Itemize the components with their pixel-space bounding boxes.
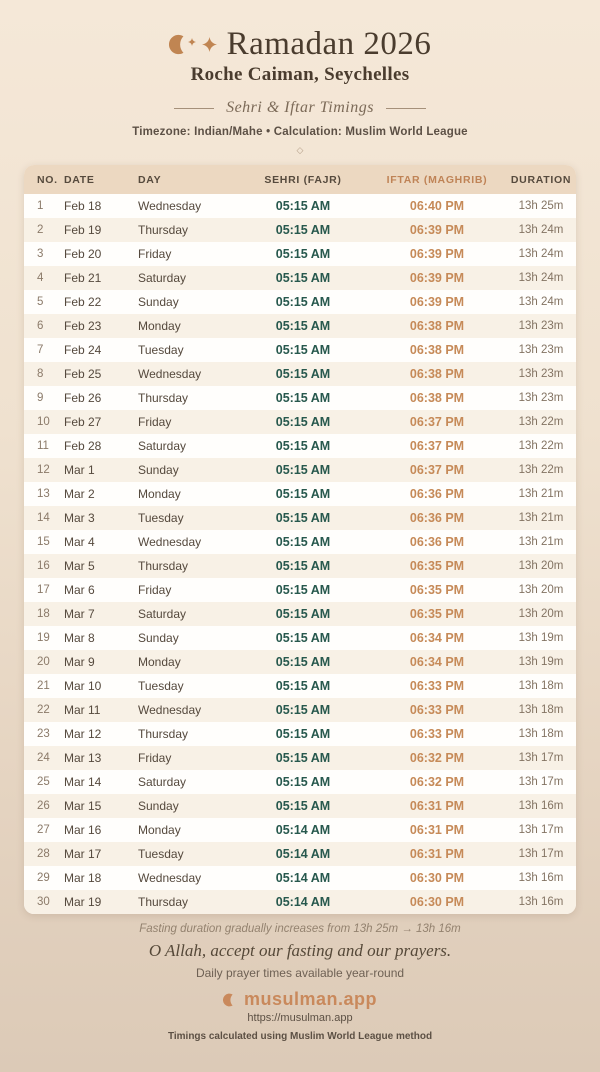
cell-date: Feb 20 (64, 247, 102, 261)
cell-sehri: 05:15 AM (275, 487, 331, 501)
cell-duration: 13h 17m (518, 848, 564, 860)
cell-day: Friday (138, 415, 172, 429)
cell-no: 12 (37, 464, 50, 476)
cell-duration: 13h 20m (518, 584, 564, 596)
sparkle-star-icon (188, 33, 196, 51)
cell-no: 19 (37, 632, 50, 644)
cell-day: Wednesday (138, 871, 202, 885)
table-row (24, 194, 576, 218)
cell-day: Tuesday (138, 847, 184, 861)
cell-duration: 13h 20m (518, 560, 564, 572)
cell-iftar: 06:36 PM (409, 535, 465, 549)
table-row (24, 602, 576, 626)
divider-rule-left (174, 108, 214, 109)
cell-iftar: 06:34 PM (409, 655, 465, 669)
cell-iftar: 06:30 PM (409, 895, 465, 909)
cell-no: 24 (37, 752, 50, 764)
cell-date: Mar 9 (64, 655, 95, 669)
table-row (24, 698, 576, 722)
cell-iftar: 06:39 PM (409, 247, 465, 261)
table-row (24, 722, 576, 746)
cell-sehri: 05:14 AM (275, 847, 331, 861)
cell-date: Mar 3 (64, 511, 95, 525)
cell-iftar: 06:33 PM (409, 727, 465, 741)
table-row (24, 386, 576, 410)
cell-no: 1 (37, 200, 44, 212)
cell-sehri: 05:15 AM (275, 775, 331, 789)
cell-iftar: 06:39 PM (409, 223, 465, 237)
cell-sehri: 05:15 AM (275, 391, 331, 405)
cell-iftar: 06:39 PM (409, 271, 465, 285)
cell-date: Mar 2 (64, 487, 95, 501)
cell-sehri: 05:15 AM (275, 319, 331, 333)
table-row (24, 218, 576, 242)
availability-text: Daily prayer times available year-round (195, 966, 405, 980)
cell-iftar: 06:37 PM (409, 415, 465, 429)
cell-sehri: 05:15 AM (275, 511, 331, 525)
cell-iftar: 06:35 PM (409, 559, 465, 573)
cell-day: Tuesday (138, 679, 184, 693)
cell-duration: 13h 17m (518, 776, 564, 788)
cell-no: 30 (37, 896, 50, 908)
dua-quote: O Allah, accept our fasting and our prayers. (148, 941, 452, 960)
cell-day: Tuesday (138, 511, 184, 525)
cell-date: Mar 5 (64, 559, 95, 573)
cell-date: Feb 19 (64, 223, 102, 237)
cell-iftar: 06:35 PM (409, 583, 465, 597)
cell-duration: 13h 23m (518, 320, 564, 332)
cell-date: Feb 25 (64, 367, 102, 381)
cell-day: Thursday (138, 895, 189, 909)
cell-iftar: 06:37 PM (409, 439, 465, 453)
cell-sehri: 05:14 AM (275, 823, 331, 837)
section-title: Sehri & Iftar Timings (226, 99, 374, 116)
cell-iftar: 06:32 PM (409, 751, 465, 765)
cell-iftar: 06:30 PM (409, 871, 465, 885)
cell-no: 27 (37, 824, 50, 836)
cell-duration: 13h 18m (518, 680, 564, 692)
cell-date: Mar 17 (64, 847, 102, 861)
cell-date: Mar 1 (64, 463, 95, 477)
table-row (24, 242, 576, 266)
cell-day: Monday (138, 487, 181, 501)
cell-date: Feb 26 (64, 391, 102, 405)
timetable-body (24, 194, 576, 914)
cell-date: Feb 22 (64, 295, 102, 309)
cell-sehri: 05:15 AM (275, 199, 331, 213)
cell-sehri: 05:15 AM (275, 559, 331, 573)
cell-no: 15 (37, 536, 50, 548)
cell-day: Thursday (138, 223, 189, 237)
cell-sehri: 05:15 AM (275, 631, 331, 645)
cell-date: Mar 12 (64, 727, 102, 741)
cell-no: 16 (37, 560, 50, 572)
cell-duration: 13h 24m (518, 272, 564, 284)
cell-sehri: 05:15 AM (275, 271, 331, 285)
cell-iftar: 06:31 PM (409, 823, 465, 837)
cell-date: Feb 23 (64, 319, 102, 333)
cell-iftar: 06:40 PM (409, 199, 465, 213)
cell-date: Feb 27 (64, 415, 102, 429)
cell-duration: 13h 22m (518, 416, 564, 428)
section-divider (0, 99, 600, 117)
column-header-no: NO. (37, 173, 58, 186)
table-row (24, 338, 576, 362)
cell-iftar: 06:31 PM (409, 799, 465, 813)
column-header-duration: DURATION (510, 173, 572, 186)
cell-day: Thursday (138, 727, 189, 741)
cell-day: Wednesday (138, 367, 202, 381)
cell-sehri: 05:15 AM (275, 679, 331, 693)
cell-sehri: 05:15 AM (275, 607, 331, 621)
cell-date: Mar 14 (64, 775, 102, 789)
cell-no: 29 (37, 872, 50, 884)
title-line (0, 26, 600, 63)
cell-day: Tuesday (138, 343, 184, 357)
cell-no: 17 (37, 584, 50, 596)
cell-iftar: 06:36 PM (409, 487, 465, 501)
cell-duration: 13h 16m (518, 896, 564, 908)
table-row (24, 362, 576, 386)
cell-sehri: 05:15 AM (275, 727, 331, 741)
column-header-day: DAY (138, 173, 162, 186)
cell-day: Thursday (138, 391, 189, 405)
cell-duration: 13h 23m (518, 344, 564, 356)
table-row (24, 458, 576, 482)
cell-duration: 13h 19m (518, 632, 564, 644)
cell-day: Friday (138, 247, 172, 261)
cell-day: Sunday (138, 463, 179, 477)
cell-date: Mar 16 (64, 823, 102, 837)
table-row (24, 866, 576, 890)
cell-date: Mar 13 (64, 751, 102, 765)
cell-no: 20 (37, 656, 50, 668)
cell-duration: 13h 25m (518, 200, 564, 212)
page-title: Ramadan 2026 (226, 26, 432, 62)
cell-no: 5 (37, 296, 44, 308)
cell-sehri: 05:14 AM (275, 871, 331, 885)
location-subtitle: Roche Caiman, Seychelles (190, 64, 410, 85)
timetable-card (24, 165, 576, 914)
cell-day: Sunday (138, 799, 179, 813)
crescent-moon-icon (169, 34, 190, 55)
cell-date: Feb 24 (64, 343, 102, 357)
cell-iftar: 06:38 PM (409, 319, 465, 333)
cell-sehri: 05:15 AM (275, 703, 331, 717)
cell-iftar: 06:33 PM (409, 679, 465, 693)
fasting-duration-note: Fasting duration gradually increases from 13h 25m → 13h 16m (139, 923, 461, 935)
cell-no: 8 (37, 368, 44, 380)
cell-iftar: 06:38 PM (409, 343, 465, 357)
cell-no: 14 (37, 512, 50, 524)
cell-day: Monday (138, 823, 181, 837)
cell-iftar: 06:36 PM (409, 511, 465, 525)
cell-no: 26 (37, 800, 50, 812)
calculation-method-note: Timings calculated using Muslim World League method (167, 1031, 433, 1042)
cell-date: Mar 18 (64, 871, 102, 885)
cell-day: Thursday (138, 559, 189, 573)
footer (0, 923, 600, 1072)
four-pointed-star-icon (202, 36, 217, 54)
cell-date: Mar 11 (64, 703, 101, 717)
cell-sehri: 05:15 AM (275, 463, 331, 477)
cell-duration: 13h 20m (518, 608, 564, 620)
table-row (24, 266, 576, 290)
cell-day: Saturday (138, 439, 187, 453)
cell-iftar: 06:37 PM (409, 463, 465, 477)
cell-iftar: 06:35 PM (409, 607, 465, 621)
timetable (24, 165, 576, 914)
cell-duration: 13h 21m (518, 512, 564, 524)
cell-date: Mar 15 (64, 799, 102, 813)
table-row (24, 314, 576, 338)
cell-duration: 13h 24m (518, 248, 564, 260)
cell-day: Friday (138, 583, 172, 597)
cell-iftar: 06:32 PM (409, 775, 465, 789)
table-row (24, 818, 576, 842)
cell-day: Sunday (138, 295, 179, 309)
cell-sehri: 05:15 AM (275, 223, 331, 237)
column-header-iftar: IFTAR (MAGHRIB) (386, 173, 488, 186)
cell-day: Friday (138, 751, 172, 765)
table-row (24, 842, 576, 866)
cell-date: Mar 8 (64, 631, 95, 645)
diamond-ornament: ◇ (296, 145, 304, 155)
table-row (24, 530, 576, 554)
cell-no: 18 (37, 608, 50, 620)
cell-duration: 13h 23m (518, 368, 564, 380)
cell-duration: 13h 22m (518, 464, 564, 476)
cell-day: Saturday (138, 775, 187, 789)
cell-no: 21 (37, 680, 50, 692)
cell-sehri: 05:15 AM (275, 655, 331, 669)
cell-duration: 13h 18m (518, 728, 564, 740)
cell-iftar: 06:39 PM (409, 295, 465, 309)
cell-no: 6 (37, 320, 44, 332)
cell-day: Wednesday (138, 199, 202, 213)
cell-duration: 13h 18m (518, 704, 564, 716)
cell-sehri: 05:14 AM (275, 895, 331, 909)
brand-link[interactable] (223, 989, 377, 1010)
header (0, 26, 600, 156)
cell-iftar: 06:34 PM (409, 631, 465, 645)
cell-duration: 13h 16m (518, 800, 564, 812)
cell-duration: 13h 22m (518, 440, 564, 452)
cell-day: Monday (138, 655, 181, 669)
cell-date: Feb 28 (64, 439, 102, 453)
table-row (24, 482, 576, 506)
table-row (24, 410, 576, 434)
cell-no: 3 (37, 248, 44, 260)
cell-sehri: 05:15 AM (275, 343, 331, 357)
cell-date: Feb 21 (64, 271, 102, 285)
table-row (24, 578, 576, 602)
cell-iftar: 06:33 PM (409, 703, 465, 717)
cell-duration: 13h 21m (518, 488, 564, 500)
cell-sehri: 05:15 AM (275, 535, 331, 549)
cell-sehri: 05:15 AM (275, 439, 331, 453)
table-header-row (24, 165, 576, 194)
cell-duration: 13h 24m (518, 296, 564, 308)
cell-duration: 13h 17m (518, 824, 564, 836)
cell-no: 25 (37, 776, 50, 788)
cell-duration: 13h 17m (518, 752, 564, 764)
cell-no: 2 (37, 224, 44, 236)
cell-no: 28 (37, 848, 50, 860)
cell-iftar: 06:31 PM (409, 847, 465, 861)
table-row (24, 650, 576, 674)
divider-rule-right (386, 108, 426, 109)
crescent-moon-icon (223, 989, 237, 1010)
cell-no: 10 (37, 416, 50, 428)
cell-day: Saturday (138, 271, 187, 285)
cell-day: Wednesday (138, 535, 202, 549)
cell-date: Mar 7 (64, 607, 95, 621)
cell-duration: 13h 19m (518, 656, 564, 668)
brand-name: musulman.app (243, 989, 378, 1009)
table-row (24, 506, 576, 530)
cell-date: Feb 18 (64, 199, 102, 213)
table-row (24, 794, 576, 818)
cell-date: Mar 10 (64, 679, 102, 693)
cell-sehri: 05:15 AM (275, 247, 331, 261)
cell-no: 11 (37, 440, 49, 452)
cell-day: Monday (138, 319, 181, 333)
cell-sehri: 05:15 AM (275, 367, 331, 381)
brand-url[interactable]: https://musulman.app (247, 1012, 353, 1024)
cell-no: 7 (37, 344, 44, 356)
cell-duration: 13h 24m (518, 224, 564, 236)
cell-day: Wednesday (138, 703, 202, 717)
cell-day: Sunday (138, 631, 179, 645)
cell-duration: 13h 16m (518, 872, 564, 884)
cell-date: Mar 6 (64, 583, 95, 597)
table-row (24, 554, 576, 578)
column-header-sehri: SEHRI (FAJR) (264, 173, 342, 186)
cell-no: 13 (37, 488, 50, 500)
cell-date: Mar 19 (64, 895, 102, 909)
cell-day: Saturday (138, 607, 187, 621)
cell-sehri: 05:15 AM (275, 583, 331, 597)
cell-no: 22 (37, 704, 50, 716)
cell-no: 4 (37, 272, 44, 284)
cell-sehri: 05:15 AM (275, 415, 331, 429)
table-row (24, 434, 576, 458)
table-row (24, 674, 576, 698)
cell-duration: 13h 21m (518, 536, 564, 548)
table-row (24, 290, 576, 314)
table-row (24, 626, 576, 650)
cell-date: Mar 4 (64, 535, 95, 549)
cell-iftar: 06:38 PM (409, 367, 465, 381)
table-row (24, 770, 576, 794)
cell-no: 23 (37, 728, 50, 740)
cell-duration: 13h 23m (518, 392, 564, 404)
table-row (24, 890, 576, 914)
timezone-calculation-meta: Timezone: Indian/Mahe • Calculation: Muslim World League (132, 126, 468, 138)
cell-iftar: 06:38 PM (409, 391, 465, 405)
cell-sehri: 05:15 AM (275, 751, 331, 765)
column-header-date: DATE (64, 173, 95, 186)
cell-sehri: 05:15 AM (275, 295, 331, 309)
cell-no: 9 (37, 392, 44, 404)
cell-sehri: 05:15 AM (275, 799, 331, 813)
table-row (24, 746, 576, 770)
